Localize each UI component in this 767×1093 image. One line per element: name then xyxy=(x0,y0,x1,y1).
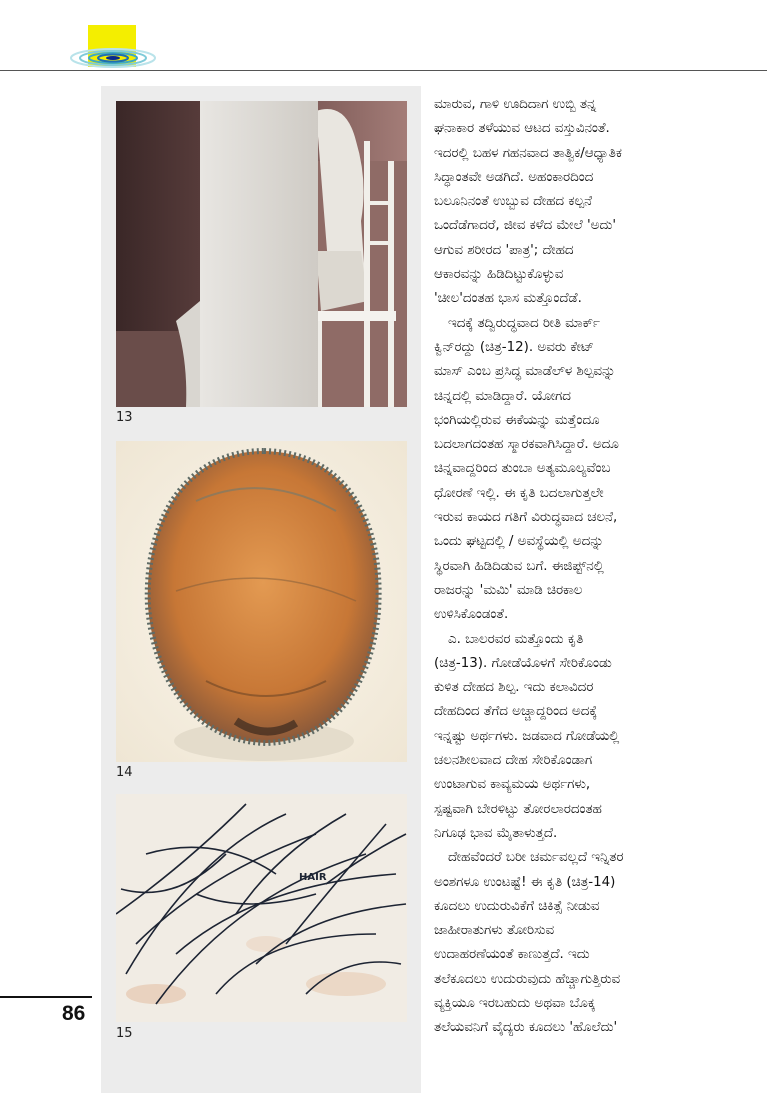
text-line: ಮಾಸ್ ಎಂಬ ಪ್ರಸಿದ್ಧ ಮಾಡೆಲ್‌ಳ ಶಿಲ್ಪವನ್ನು xyxy=(434,364,616,380)
text-line: ಕ್ವಿನ್‌ರದ್ದು (ಚಿತ್ರ-12). ಅವರು ಕೇಟ್ xyxy=(434,339,594,355)
text-line: ತಲೆಕೂದಲು ಉದುರುವುದು ಹೆಚ್ಚಾಗುತ್ತಿರುವ xyxy=(434,971,621,987)
text-line: ಕೂದಲು ಉದುರುವಿಕೆಗೆ ಚಿಕಿತ್ಸೆ ನೀಡುವ xyxy=(434,898,600,914)
text-line: ದೇಹವೆಂದರೆ ಬರೀ ಚರ್ಮವಲ್ಲದೆ ಇನ್ನಿತರ xyxy=(448,850,624,866)
text-line: ಉದಾಹರಣೆಯಂತೆ ಕಾಣುತ್ತದೆ. ಇದು xyxy=(434,947,590,963)
text-line: ಸ್ಥಿರವಾಗಿ ಹಿಡಿದಿಡುವ ಬಗೆ. ಈಜಿಪ್ಟ್‌ನಲ್ಲಿ xyxy=(434,558,604,574)
text-line: ಕುಳಿತ ದೇಹದ ಶಿಲ್ಪ. ಇದು ಕಲಾವಿದರ xyxy=(434,680,594,696)
figure-15-label: 15 xyxy=(116,1026,133,1041)
text-line: ಒಂದು ಘಟ್ಟದಲ್ಲಿ / ಅವಸ್ಥೆಯಲ್ಲಿ ಅದನ್ನು xyxy=(434,534,604,550)
text-line: ಧೋರಣೆ ಇಲ್ಲಿ. ಈ ಕೃತಿ ಬದಲಾಗುತ್ತಲೇ xyxy=(434,485,604,501)
text-line: ಇದಕ್ಕೆ ತದ್ವಿರುದ್ಧವಾದ ರೀತಿ ಮಾರ್ಕ್ xyxy=(448,315,600,331)
text-line: ಆಗುವ ಶರೀರದ 'ಪಾತ್ರ'; ದೇಹದ xyxy=(434,242,574,258)
figure-13-photo xyxy=(116,101,407,407)
text-line: ಆಕಾರವನ್ನು ಹಿಡಿದಿಟ್ಟುಕೊಳ್ಳುವ xyxy=(434,267,564,283)
text-line: ಜಾಹೀರಾತುಗಳು ತೋರಿಸುವ xyxy=(434,923,555,939)
text-line: ರಾಜರನ್ನು 'ಮಮಿ' ಮಾಡಿ ಚಿರಕಾಲ xyxy=(434,582,583,598)
text-line: ಉಳಿಸಿಕೊಂಡಂತೆ. xyxy=(434,607,509,623)
text-line: ಇದರಲ್ಲಿ ಬಹಳ ಗಹನವಾದ ತಾತ್ವಿಕ/ಆಧ್ಯಾತಿಕ xyxy=(434,145,622,161)
text-line: ಇನ್ನಷ್ಟು ಅರ್ಥಗಳು. ಜಡವಾದ ಗೋಡೆಯಲ್ಲಿ xyxy=(434,728,620,744)
text-line: 'ಚೀಲ'ದಂತಹ ಭಾಸ ಮತ್ತೊಂದೆಡೆ. xyxy=(434,291,582,307)
text-line: ಬಲೂನಿನಂತೆ ಉಬ್ಬುವ ದೇಹದ ಕಲ್ಪನೆ xyxy=(434,194,593,210)
text-line: ಉಂಟಾಗುವ ಕಾವ್ಯಮಯ ಅರ್ಥಗಳು, xyxy=(434,777,591,793)
figure-15-hair-label: HAIR xyxy=(299,872,327,883)
body-text xyxy=(434,93,754,1041)
text-line: ಚಿನ್ನದಲ್ಲಿ ಮಾಡಿದ್ದಾರೆ. ಯೋಗದ xyxy=(434,388,571,404)
figure-13-label: 13 xyxy=(116,410,133,425)
text-line: ನಿಗೂಢ ಭಾವ ಮೈತಾಳುತ್ತದೆ. xyxy=(434,825,558,841)
text-line: ಎ. ಬಾಲರವರ ಮತ್ತೊಂದು ಕೃತಿ xyxy=(448,631,584,647)
logo-rings-icon xyxy=(68,46,158,70)
text-line: ಚಿನ್ನವಾದ್ದರಿಂದ ತುಂಬಾ ಅತ್ಯಮೂಲ್ಯವೆಂಬ xyxy=(434,461,611,477)
text-line: ಘನಾಕಾರ ತಳೆಯುವ ಆಟದ ವಸ್ತುವಿನಂತೆ. xyxy=(434,121,610,137)
figure-14-photo xyxy=(116,441,407,762)
text-line: ಸ್ಪಷ್ಟವಾಗಿ ಬೇರಳಿಟ್ಟು ತೋರಲಾರದಂತಹ xyxy=(434,801,602,817)
text-line: ಮಾರುವ, ಗಾಳಿ ಊದಿದಾಗ ಉಬ್ಬಿ ತನ್ನ xyxy=(434,97,597,112)
text-line: ಭಂಗಿಯಲ್ಲಿರುವ ಈಕೆಯನ್ನು ಮತ್ತೆಂದೂ xyxy=(434,412,600,428)
text-line: ತಲೆಯವನಿಗೆ ವೈದ್ಯರು ಕೂದಲು 'ಹೊಲೆದು' xyxy=(434,1020,618,1036)
text-line: ದೇಹದಿಂದ ತೆಗೆದ ಅಚ್ಚಾದ್ದರಿಂದ ಅದಕ್ಕೆ xyxy=(434,704,598,720)
figure-14-label: 14 xyxy=(116,765,133,780)
text-line: ಇರುವ ಕಾಯದ ಗತಿಗೆ ವಿರುದ್ಧವಾದ ಚಲನೆ, xyxy=(434,510,618,526)
text-line: (ಚಿತ್ರ-13). ಗೋಡೆಯೊಳಗೆ ಸೇರಿಕೊಂಡು xyxy=(434,655,612,671)
figure-15-photo xyxy=(116,794,407,1022)
text-line: ಚಲನಶೀಲವಾದ ದೇಹ ಸೇರಿಕೊಂಡಾಗ xyxy=(434,753,593,769)
text-line: ವ್ಯಕ್ತಿಯೂ ಇರಬಹುದು ಅಥವಾ ಬೊಕ್ಕ xyxy=(434,995,596,1011)
header-rule xyxy=(0,70,767,71)
page-number-rule xyxy=(0,996,92,998)
page-number: 86 xyxy=(62,1002,86,1025)
text-line: ಅಂಶಗಳೂ ಉಂಟಷ್ಟೆ! ಈ ಕೃತಿ (ಚಿತ್ರ-14) xyxy=(434,874,616,890)
text-line: ಒಂದೆಡೆಗಾದರೆ, ಜೀವ ಕಳೆದ ಮೇಲೆ 'ಅದು' xyxy=(434,218,617,234)
text-line: ಬದಲಾಗದಂತಹ ಸ್ಮಾರಕವಾಗಿಸಿದ್ದಾರೆ. ಅದೂ xyxy=(434,437,619,453)
text-line: ಸಿದ್ಧಾಂತವೇ ಅಡಗಿದೆ. ಅಹಂಕಾರದಿಂದ xyxy=(434,169,594,185)
